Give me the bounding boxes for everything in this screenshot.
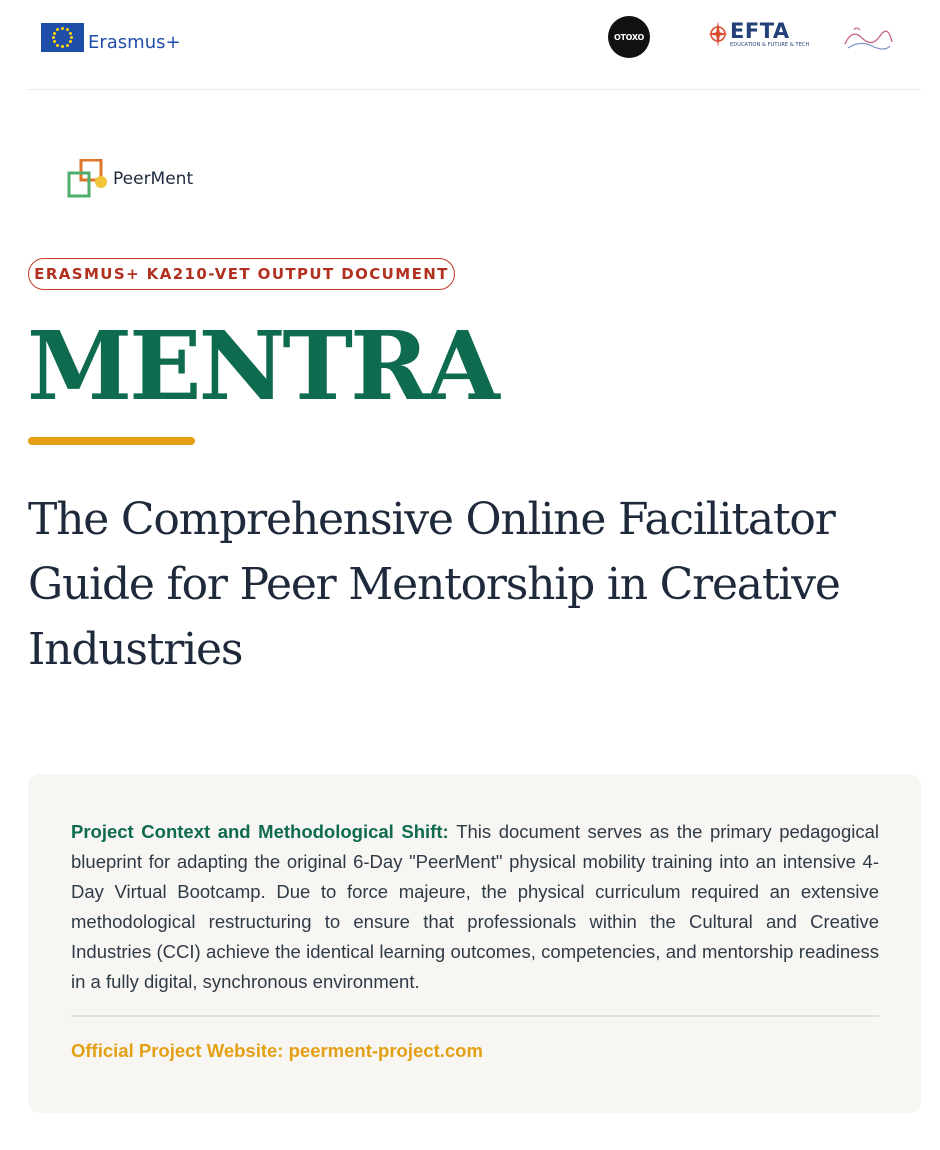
erasmus-plus-logo [41, 23, 181, 52]
document-type-badge: ERASMUS+ KA210-VET OUTPUT DOCUMENT [28, 258, 455, 290]
peerment-wordmark: PeerMent [113, 169, 194, 189]
eu-flag-icon [41, 23, 84, 52]
partner-logo-bar [28, 0, 921, 90]
website-link[interactable]: peerment-project.com [288, 1040, 483, 1061]
peerment-logo [67, 159, 193, 199]
project-context-text [71, 817, 879, 997]
title-underline [28, 437, 195, 445]
website-label: Official Project Website: [71, 1040, 289, 1061]
otoxo-label: OTOXO [614, 32, 644, 42]
project-context-lead: Project Context and Methodological Shift: [71, 821, 457, 842]
peerment-icon [67, 159, 109, 199]
project-context-body: This document serves as the primary pedagogical blueprint for adapting the original 6-Day "PeerMent" physical mobility training into an intensive 4-Day Virtual Bootcamp. Due to force majeure, the physical curriculum required an extensive methodological restructuring to ensure that professionals within the Cultural and Creative Industries (CCI) achieve the identical learning outcomes, competencies, and mentorship readiness in a fully digital, synchronous environment. [71, 821, 879, 992]
efta-logo [708, 20, 809, 48]
compass-icon [708, 20, 728, 48]
erasmus-plus-label: Erasmus+ [88, 32, 181, 53]
creatives-de-demain-logo [842, 24, 894, 52]
project-website-line [71, 1040, 483, 1062]
document-title: MENTRA [27, 311, 497, 422]
otoxo-logo [608, 16, 650, 58]
panel-divider [71, 1015, 879, 1017]
efta-label: EFTA [730, 19, 790, 43]
efta-tagline: EDUCATION & FUTURE & TECH [730, 42, 810, 48]
project-context-panel [28, 774, 921, 1113]
creatives-logo-mark [842, 24, 894, 52]
document-subtitle: The Comprehensive Online Facilitator Guide for Peer Mentorship in Creative Industries [28, 494, 840, 675]
